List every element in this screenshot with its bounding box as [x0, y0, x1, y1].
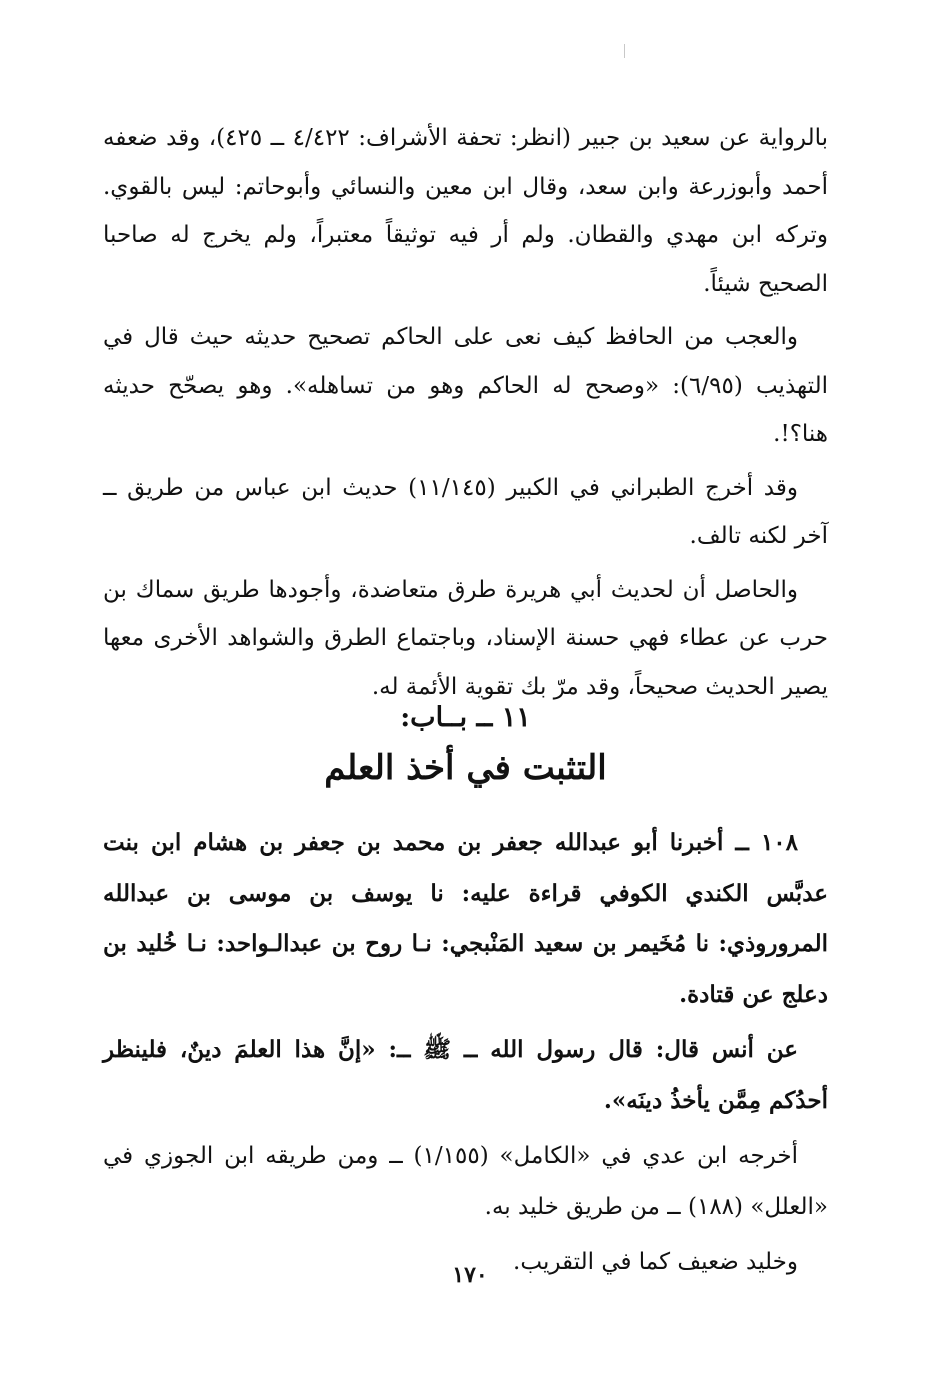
hadith-isnad: ١٠٨ ــ أخبرنا أبو عبدالله جعفر بن محمد بن جعفر بن هشام ابن بنت عدبَّس الكندي الكوفي قراءة عليه: نا يوسف بن موسى بن عبدالله المروروذي: نا مُخَيمر بن سعيد المَنْبجي: نـا روح بن عبدالـواحد: نـا خُليد بن دعلج عن قتادة.	[103, 829, 828, 1008]
chapter-heading	[103, 698, 828, 796]
hadith-section	[103, 818, 828, 1293]
commentary-paragraph: أخرجه ابن عدي في «الكامل» (١/١٥٥) ــ ومن طريقه ابن الجوزي في «العلل» (١٨٨) ــ من طريق خليد به.	[103, 1143, 828, 1220]
commentary-paragraph: وقد أخرج الطبراني في الكبير (١١/١٤٥) حديث ابن عباس من طريق ــ آخر لكنه تالف.	[103, 474, 828, 549]
commentary-paragraph: وخليد ضعيف كما في التقريب.	[513, 1249, 798, 1275]
commentary-paragraph: بالرواية عن سعيد بن جبير (انظر: تحفة الأشراف: ٤/٤٢٢ ــ ٤٢٥)، وقد ضعفه أحمد وأبوزرعة وابن سعد، وقال ابن معين والنسائي وأبوحاتم: ليس بالقوي. وتركه ابن مهدي والقطان. ولم أر فيه توثيقاً معتبراً، ولم يخرج له صاحبا الصحيح شيئاً.	[103, 125, 828, 297]
scan-mark	[624, 44, 625, 58]
commentary-top	[103, 114, 828, 716]
chapter-label: ١١ ــ بــاب:	[400, 702, 531, 733]
page-number: ١٧٠	[452, 1262, 488, 1288]
chapter-title: التثبت في أخذ العلم	[324, 748, 607, 788]
commentary-paragraph: والعجب من الحافظ كيف نعى على الحاكم تصحيح حديثه حيث قال في التهذيب (٦/٩٥): «وصحح له الحاكم وهو من تساهله». وهو يصحّح حديثه هنا؟!.	[103, 324, 828, 447]
commentary-paragraph: والحاصل أن لحديث أبي هريرة طرق متعاضدة، وأجودها طريق سماك بن حرب عن عطاء فهي حسنة الإسناد، وباجتماع الطرق والشواهد الأخرى معها يصير الحديث صحيحاً، وقد مرّ بك تقوية الأئمة له.	[103, 576, 828, 700]
hadith-matn: عن أنس قال: قال رسول الله ــ ﷺ ــ: «إنَّ هذا العلمَ دينٌ، فلينظر أحدُكم مِمَّن يأخذُ دينَه».	[103, 1036, 828, 1114]
